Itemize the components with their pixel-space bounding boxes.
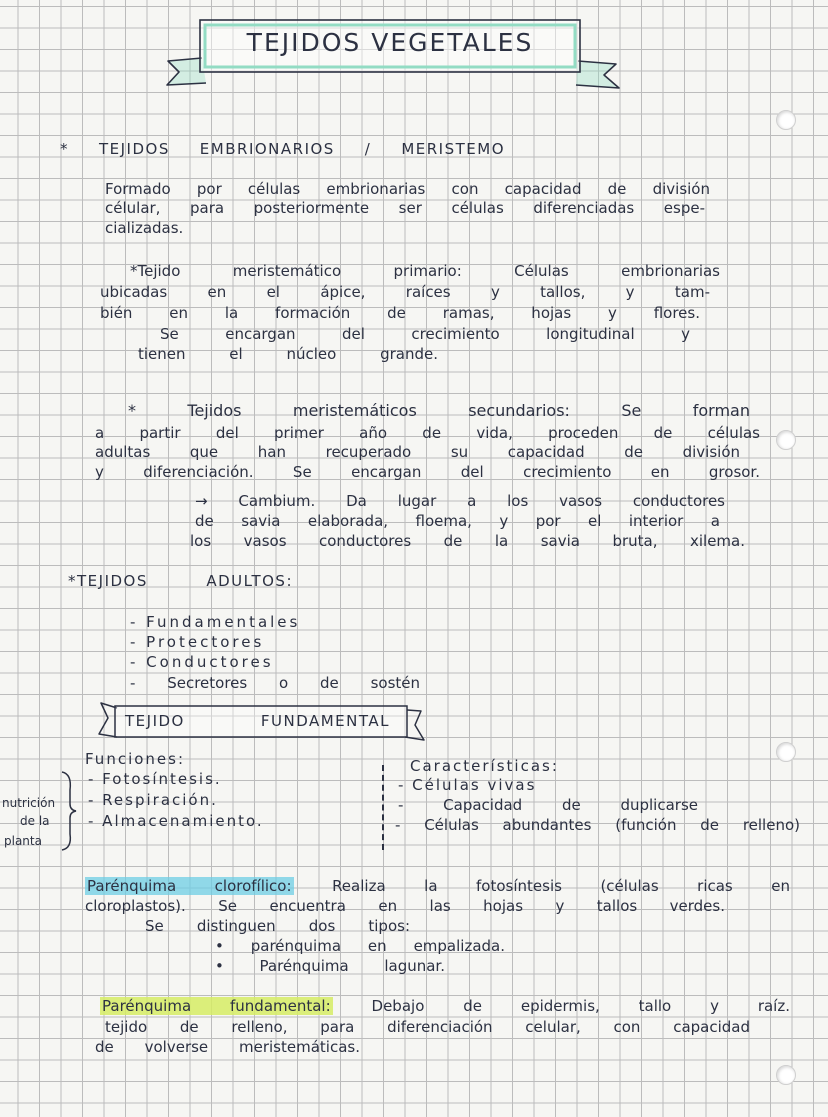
adultos-list-item: - Fundamentales bbox=[130, 613, 301, 631]
clorofilico-line: cloroplastos). Se encuentra en las hojas y tallos verdes. bbox=[85, 897, 725, 915]
brace-icon bbox=[58, 770, 80, 852]
clorofilico-type-item: • parénquima en empalizada. bbox=[215, 937, 505, 955]
parenquima-fundamental-line bbox=[100, 997, 790, 1015]
parenquima-fundamental-line: tejido de relleno, para diferenciación celular, con capacidad bbox=[105, 1018, 750, 1036]
secundarios-line: adultas que han recuperado su capacidad de división bbox=[95, 443, 740, 461]
cambium-line: → Cambium. Da lugar a los vasos conductores bbox=[195, 492, 725, 510]
primario-line: Se encargan del crecimiento longitudinal y bbox=[160, 325, 690, 343]
secundarios-line: * Tejidos meristemáticos secundarios: Se forman bbox=[128, 401, 750, 420]
caracteristicas-item: - Células vivas bbox=[398, 776, 537, 794]
intro-line: Formado por células embrionarias con capacidad de división bbox=[105, 180, 710, 198]
caracteristicas-item: - Capacidad de duplicarse bbox=[398, 796, 698, 814]
section-heading-adultos: *TEJIDOS ADULTOS: bbox=[68, 572, 293, 590]
primario-line: ubicadas en el ápice, raíces y tallos, y tam- bbox=[100, 283, 710, 301]
adultos-list-item: - Protectores bbox=[130, 633, 265, 651]
ring-hole bbox=[776, 742, 796, 762]
caracteristicas-heading: Características: bbox=[410, 757, 559, 775]
intro-line: cializadas. bbox=[105, 219, 184, 237]
column-divider bbox=[382, 765, 384, 850]
fundamental-banner-title: TEJIDO FUNDAMENTAL bbox=[125, 712, 390, 730]
funciones-heading: Funciones: bbox=[85, 750, 186, 768]
side-note-line: nutrición bbox=[2, 796, 56, 810]
clorofilico-line bbox=[85, 877, 790, 895]
parenquima-fundamental-line: de volverse meristemáticas. bbox=[95, 1038, 360, 1056]
cambium-line: los vasos conductores de la savia bruta, xilema. bbox=[190, 532, 745, 550]
side-note-line: planta bbox=[4, 834, 42, 848]
clorofilico-line: Se distinguen dos tipos: bbox=[145, 917, 410, 935]
clorofilico-type-item: • Parénquima lagunar. bbox=[215, 957, 445, 975]
secundarios-line: y diferenciación. Se encargan del crecimiento en grosor. bbox=[95, 463, 760, 481]
caracteristicas-item: - Células abundantes (función de relleno) bbox=[395, 816, 800, 834]
clorofilico-term: Parénquima clorofílico: bbox=[87, 877, 292, 895]
funciones-item: - Respiración. bbox=[88, 791, 218, 809]
clorofilico-text: Realiza la fotosíntesis (células ricas en bbox=[332, 877, 790, 895]
primario-line: tienen el núcleo grande. bbox=[138, 345, 438, 363]
primario-line: bién en la formación de ramas, hojas y flores. bbox=[100, 304, 700, 322]
side-note-line: de la bbox=[20, 814, 50, 828]
intro-line: célular, para posteriormente ser células diferenciadas espe- bbox=[105, 199, 705, 217]
ring-hole bbox=[776, 430, 796, 450]
cambium-line: de savia elaborada, floema, y por el interior a bbox=[195, 512, 720, 530]
adultos-list-item: - Conductores bbox=[130, 653, 274, 671]
funciones-item: - Fotosíntesis. bbox=[88, 770, 222, 788]
secundarios-line: a partir del primer año de vida, proceden de células bbox=[95, 424, 760, 442]
ring-hole bbox=[776, 1065, 796, 1085]
page-title: TEJIDOS VEGETALES bbox=[246, 28, 534, 57]
primario-line: *Tejido meristemático primario: Células embrionarias bbox=[130, 262, 720, 280]
ring-hole bbox=[776, 110, 796, 130]
parenquima-fundamental-text: Debajo de epidermis, tallo y raíz. bbox=[371, 997, 790, 1015]
parenquima-fundamental-term: Parénquima fundamental: bbox=[102, 997, 331, 1015]
funciones-item: - Almacenamiento. bbox=[88, 812, 264, 830]
section-heading-embrionarios: * TEJIDOS EMBRIONARIOS / MERISTEMO bbox=[60, 140, 505, 158]
adultos-list-item: - Secretores o de sostén bbox=[130, 674, 420, 692]
